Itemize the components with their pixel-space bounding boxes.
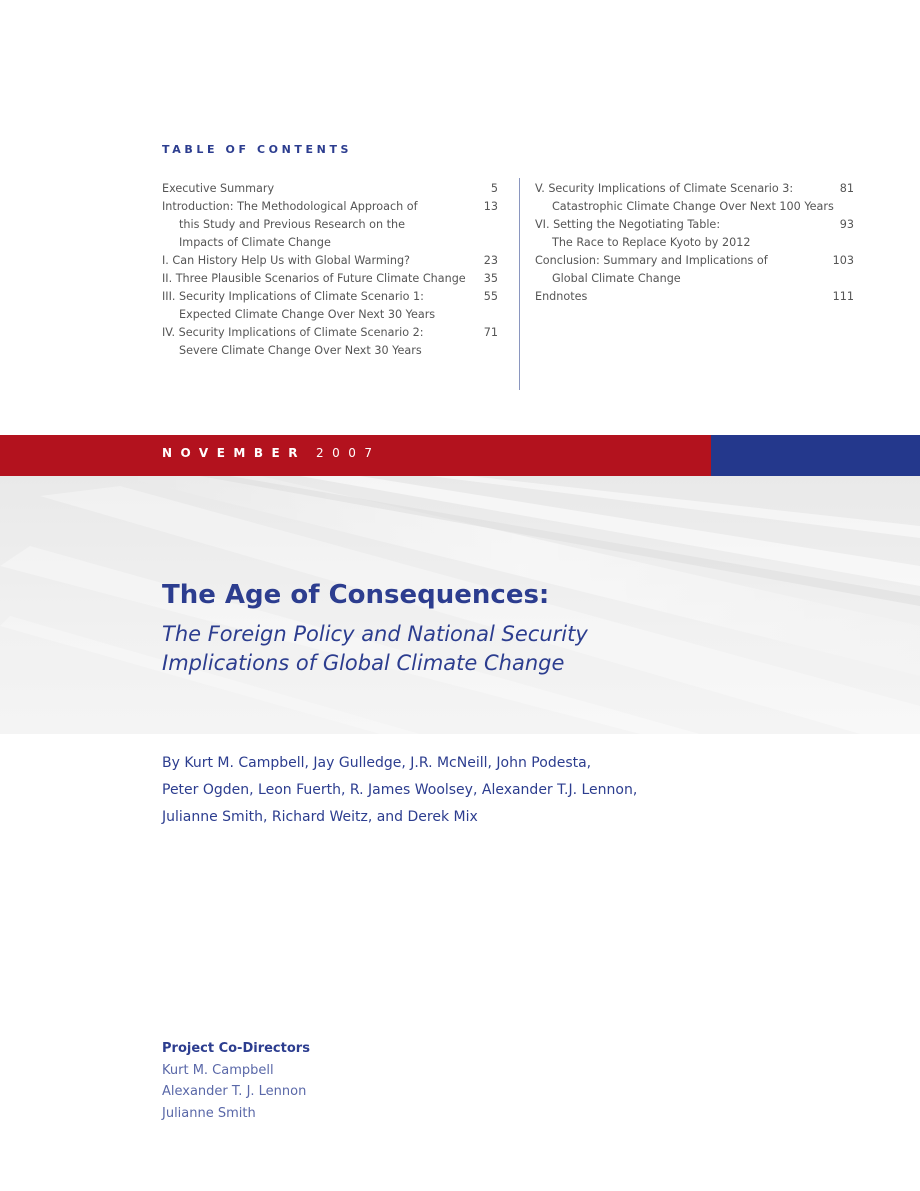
codirectors-title: Project Co-Directors	[162, 1041, 310, 1056]
toc-entry-text: III. Security Implications of Climate Scenario 1:	[162, 290, 424, 303]
toc-entry	[535, 288, 854, 306]
toc-entry-text: Executive Summary	[162, 182, 275, 195]
toc-page-number: 23	[483, 254, 498, 267]
toc-entry	[535, 216, 854, 252]
date-band-blue	[711, 435, 920, 476]
toc-entry-text: IV. Security Implications of Climate Scenario 2:	[162, 326, 424, 339]
codirector-name: Julianne Smith	[162, 1105, 256, 1121]
toc-entry-text: Conclusion: Summary and Implications of	[535, 254, 768, 267]
subtitle-line-2: Implications of Global Climate Change	[162, 651, 565, 675]
toc-entry-text: Impacts of Climate Change	[179, 236, 331, 249]
date-month: NOVEMBER	[162, 446, 306, 460]
authors-line-3: Julianne Smith, Richard Weitz, and Derek Mix	[162, 809, 478, 825]
toc-entry	[162, 270, 498, 288]
toc-entry	[162, 324, 498, 360]
publication-date	[162, 446, 380, 460]
toc-entry-text: this Study and Previous Research on the	[179, 218, 405, 231]
toc-page-number: 93	[839, 218, 854, 231]
toc-entry	[535, 252, 854, 288]
toc-entry-text: I. Can History Help Us with Global Warming?	[162, 254, 410, 267]
toc-entry-text: VI. Setting the Negotiating Table:	[535, 218, 721, 231]
toc-entry	[535, 180, 854, 216]
toc-entry	[162, 180, 498, 198]
toc-page-number: 35	[483, 272, 498, 285]
report-title: The Age of Consequences:	[162, 580, 550, 610]
toc-entry-text: V. Security Implications of Climate Scenario 3:	[535, 182, 794, 195]
authors-line-2: Peter Ogden, Leon Fuerth, R. James Woolsey, Alexander T.J. Lennon,	[162, 782, 638, 798]
toc-entry-text: Endnotes	[535, 290, 588, 303]
report-subtitle	[162, 620, 588, 678]
toc-left-column	[162, 180, 498, 360]
toc-page-number: 55	[483, 290, 498, 303]
project-codirectors	[162, 1038, 310, 1124]
toc-entry-text: The Race to Replace Kyoto by 2012	[552, 236, 751, 249]
subtitle-line-1: The Foreign Policy and National Security	[162, 622, 588, 646]
toc-entry-text: Severe Climate Change Over Next 30 Years	[179, 344, 422, 357]
codirector-name: Alexander T. J. Lennon	[162, 1084, 307, 1099]
date-year: 2007	[315, 446, 381, 460]
toc-page-number: 71	[483, 326, 498, 339]
toc-entry-text: Introduction: The Methodological Approach of	[162, 200, 418, 213]
toc-page-number: 103	[832, 254, 854, 267]
toc-entry	[162, 252, 498, 270]
toc-entry	[162, 198, 498, 252]
toc-entry-text: Expected Climate Change Over Next 30 Years	[179, 308, 436, 321]
author-list	[162, 750, 637, 831]
toc-heading: TABLE OF CONTENTS	[162, 143, 353, 156]
toc-entry-text: Catastrophic Climate Change Over Next 100 Years	[552, 200, 834, 213]
toc-page-number: 13	[483, 200, 498, 213]
toc-entry	[162, 288, 498, 324]
toc-page-number: 111	[832, 290, 854, 303]
toc-entry-text: Global Climate Change	[552, 272, 681, 285]
codirector-name: Kurt M. Campbell	[162, 1062, 274, 1078]
toc-entry-text: II. Three Plausible Scenarios of Future Climate Change	[162, 272, 466, 285]
toc-right-column	[535, 180, 854, 306]
toc-page-number: 81	[839, 182, 854, 195]
toc-divider	[519, 178, 520, 390]
toc-page-number: 5	[490, 182, 498, 195]
authors-line-1: By Kurt M. Campbell, Jay Gulledge, J.R. McNeill, John Podesta,	[162, 755, 592, 771]
